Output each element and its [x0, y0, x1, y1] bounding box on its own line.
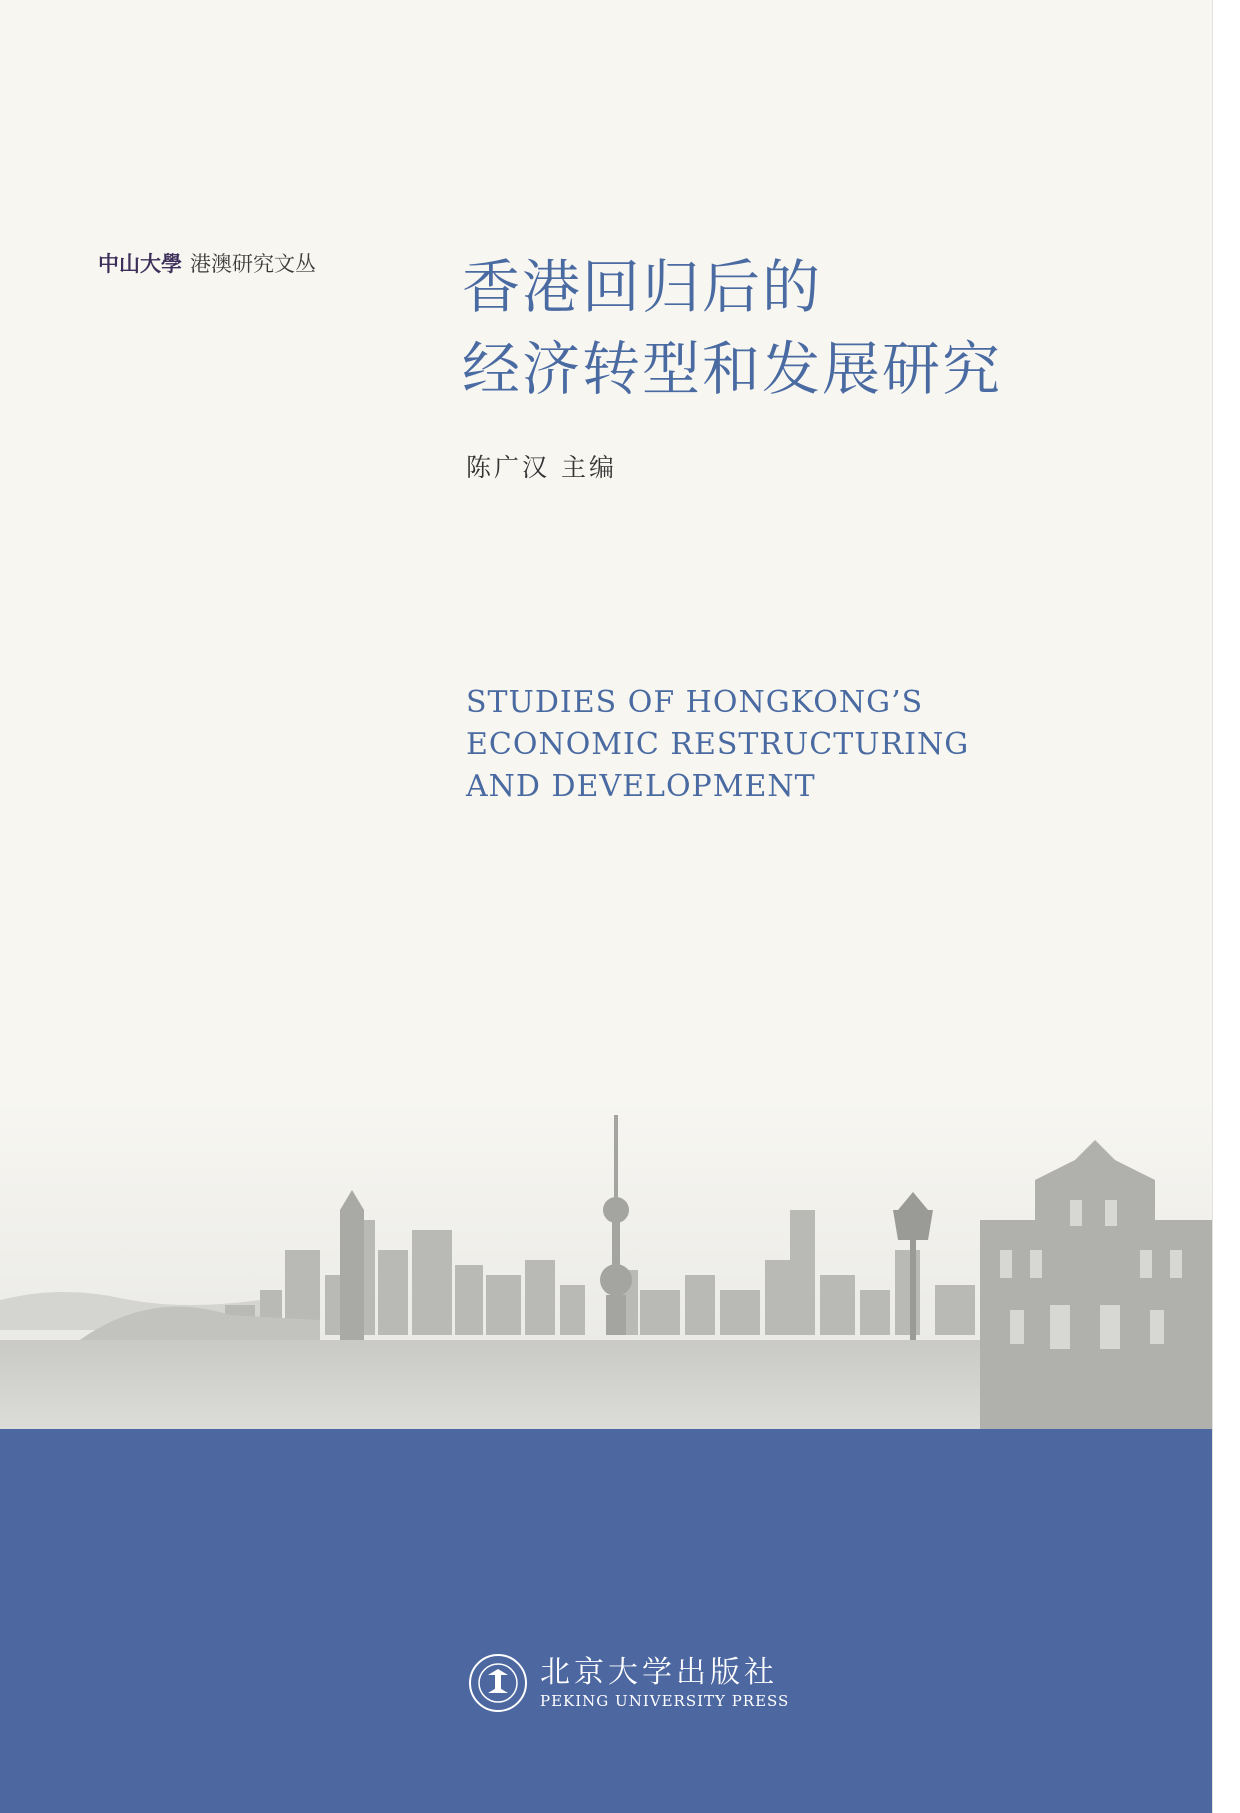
chinese-title-line-1: 香港回归后的	[462, 253, 823, 321]
series-collection: 港澳研究文丛	[190, 252, 316, 276]
series-label	[98, 248, 316, 278]
chinese-title-line-2: 经济转型和发展研究	[462, 335, 1003, 403]
editor-credit: 陈广汉 主编	[466, 453, 617, 482]
publisher-name-chinese: 北京大学出版社	[540, 1655, 778, 1690]
publisher-text	[540, 1655, 789, 1711]
chinese-title	[462, 246, 1002, 410]
english-title	[466, 682, 969, 808]
city-skyline-image	[0, 1100, 1212, 1430]
peking-university-emblem	[468, 1653, 528, 1713]
scan-margin	[1212, 0, 1240, 1813]
english-title-line-2: ECONOMIC RESTRUCTURING	[466, 727, 970, 762]
blue-band	[0, 1429, 1212, 1813]
publisher-name-english: PEKING UNIVERSITY PRESS	[540, 1692, 790, 1710]
english-title-line-3: AND DEVELOPMENT	[466, 769, 816, 804]
publisher-block	[468, 1653, 789, 1713]
english-title-line-1: STUDIES OF HONGKONG’S	[466, 685, 924, 720]
series-university: 中山大學	[98, 252, 182, 276]
